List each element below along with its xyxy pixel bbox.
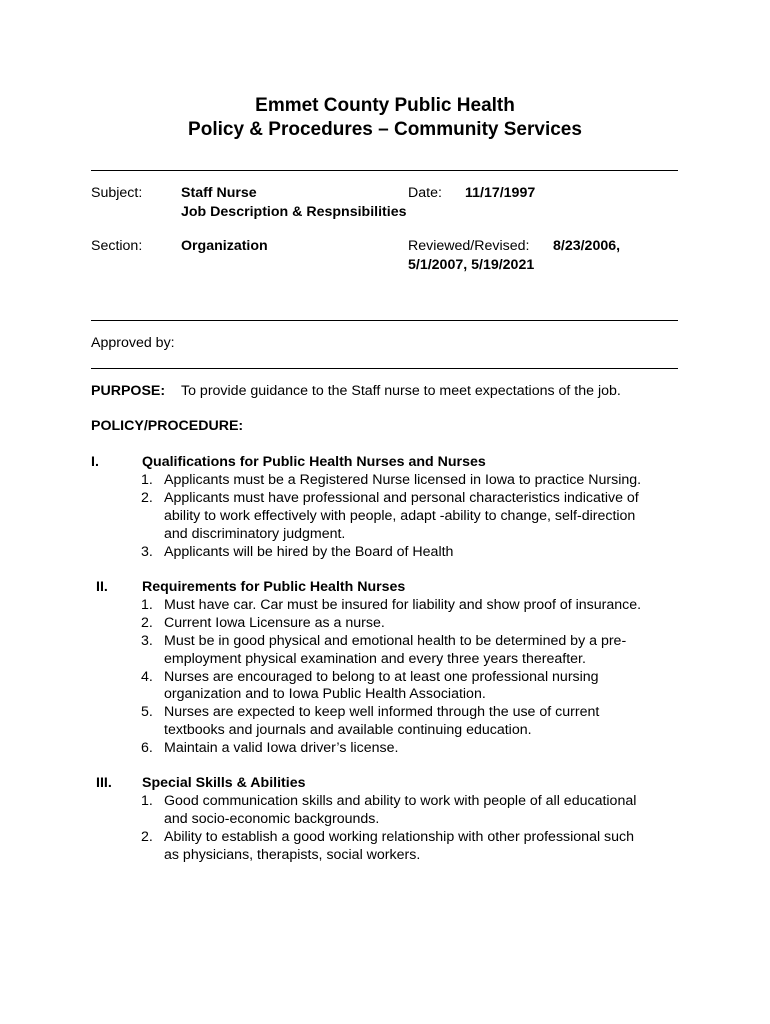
list-item-number: 5. <box>141 704 153 720</box>
section-value: Organization <box>181 238 268 254</box>
purpose-label: PURPOSE: <box>91 383 166 399</box>
section-numeral: III. <box>96 775 112 791</box>
org-title: Emmet County Public Health <box>255 95 515 116</box>
date-label: Date: <box>408 185 442 201</box>
divider-bottom <box>91 368 678 369</box>
approved-label: Approved by: <box>91 335 175 351</box>
list-item-number: 2. <box>141 829 153 845</box>
reviewed-value-2: 5/1/2007, 5/19/2021 <box>408 257 535 273</box>
date-value: 11/17/1997 <box>465 185 536 201</box>
list-item-number: 3. <box>141 544 153 560</box>
list-item-number: 1. <box>141 597 153 613</box>
list-item-text: organization and to Iowa Public Health Association. <box>164 686 486 702</box>
divider-middle <box>91 320 678 321</box>
list-item-text: and discriminatory judgment. <box>164 526 346 542</box>
section-label: Section: <box>91 238 143 254</box>
section-heading: Qualifications for Public Health Nurses and Nurses <box>142 454 486 470</box>
list-item-text: employment physical examination and every three years thereafter. <box>164 651 586 667</box>
section-numeral: II. <box>96 579 108 595</box>
list-item-number: 2. <box>141 615 153 631</box>
list-item-text: textbooks and journals and available continuing education. <box>164 722 532 738</box>
subject-value-line2: Job Description & Respnsibilities <box>181 204 407 220</box>
list-item-text: Applicants must have professional and personal characteristics indicative of <box>164 490 639 506</box>
list-item-text: as physicians, therapists, social workers. <box>164 847 421 863</box>
list-item-text: Must be in good physical and emotional health to be determined by a pre- <box>164 633 627 649</box>
list-item-text: Applicants will be hired by the Board of Health <box>164 544 454 560</box>
list-item-text: ability to work effectively with people, adapt -ability to change, self-direction <box>164 508 636 524</box>
section-heading: Requirements for Public Health Nurses <box>142 579 406 595</box>
list-item-text: and socio-economic backgrounds. <box>164 811 380 827</box>
list-item-text: Nurses are expected to keep well informed through the use of current <box>164 704 600 720</box>
list-item-text: Ability to establish a good working relationship with other professional such <box>164 829 635 845</box>
section-heading: Special Skills & Abilities <box>142 775 306 791</box>
reviewed-value-1: 8/23/2006, <box>553 238 621 254</box>
purpose-text: To provide guidance to the Staff nurse to meet expectations of the job. <box>181 383 621 399</box>
subject-value-line1: Staff Nurse <box>181 185 257 201</box>
list-item-text: Must have car. Car must be insured for liability and show proof of insurance. <box>164 597 642 613</box>
list-item-text: Current Iowa Licensure as a nurse. <box>164 615 385 631</box>
policy-procedure-label: POLICY/PROCEDURE: <box>91 418 244 434</box>
policy-title: Policy & Procedures – Community Services <box>188 119 582 140</box>
list-item-number: 6. <box>141 740 153 756</box>
list-item-number: 3. <box>141 633 153 649</box>
list-item-text: Applicants must be a Registered Nurse licensed in Iowa to practice Nursing. <box>164 472 642 488</box>
list-item-text: Maintain a valid Iowa driver’s license. <box>164 740 399 756</box>
subject-label: Subject: <box>91 185 143 201</box>
list-item-number: 4. <box>141 669 153 685</box>
reviewed-label: Reviewed/Revised: <box>408 238 530 254</box>
list-item-text: Nurses are encouraged to belong to at least one professional nursing <box>164 669 599 685</box>
list-item-text: Good communication skills and ability to work with people of all educational <box>164 793 637 809</box>
list-item-number: 1. <box>141 793 153 809</box>
section-numeral: I. <box>91 454 99 470</box>
list-item-number: 1. <box>141 472 153 488</box>
list-item-number: 2. <box>141 490 153 506</box>
divider-top <box>91 170 678 171</box>
